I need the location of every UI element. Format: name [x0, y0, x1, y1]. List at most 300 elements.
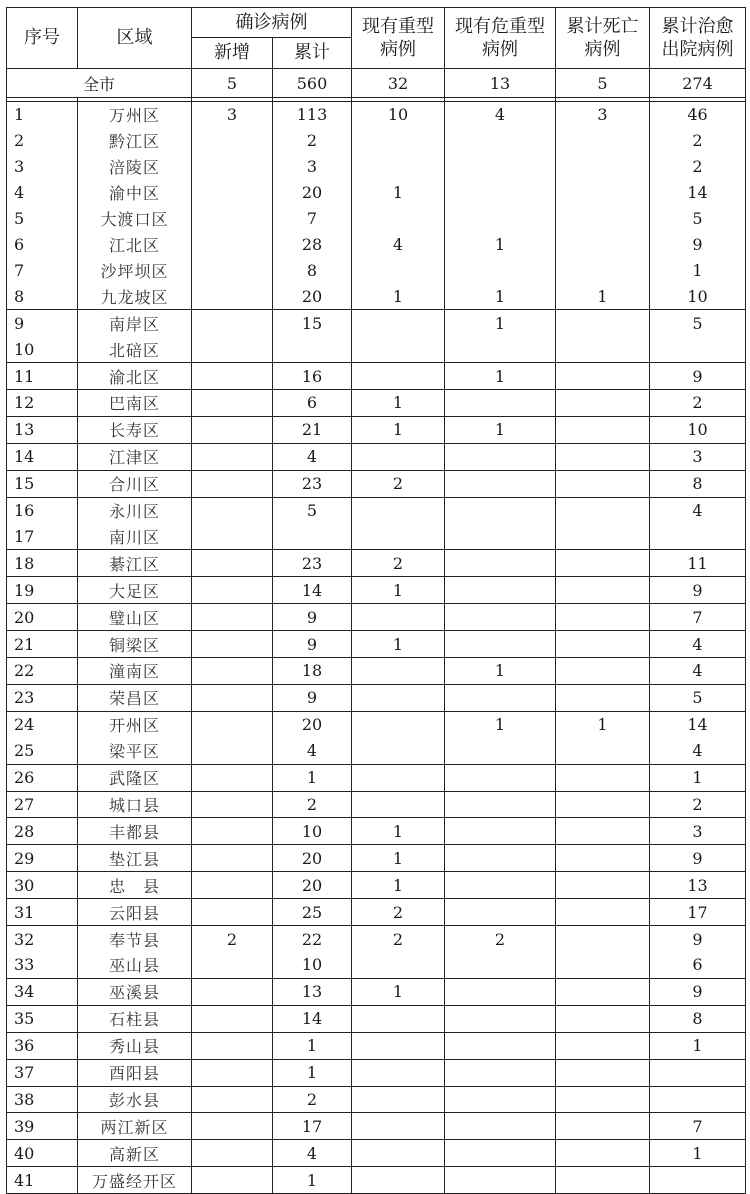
cell-new [192, 497, 273, 523]
cell-severe: 2 [352, 550, 445, 577]
cell-severe: 2 [352, 926, 445, 952]
cell-region: 石柱县 [78, 1005, 192, 1032]
cell-seq: 14 [7, 443, 78, 470]
cell-new [192, 872, 273, 899]
cell-severe [352, 497, 445, 523]
cell-region: 开州区 [78, 711, 192, 737]
cell-deaths [556, 470, 650, 497]
cell-region: 巫溪县 [78, 978, 192, 1005]
cell-recovered: 2 [650, 389, 746, 416]
cell-seq: 16 [7, 497, 78, 523]
cell-region: 武隆区 [78, 764, 192, 791]
table-row [7, 604, 746, 631]
cell-critical [445, 180, 556, 206]
cell-severe [352, 363, 445, 390]
cell-seq: 4 [7, 180, 78, 206]
cell-recovered [650, 524, 746, 550]
cell-critical [445, 497, 556, 523]
cell-seq: 17 [7, 524, 78, 550]
cell-new [192, 1140, 273, 1167]
cell-recovered: 4 [650, 497, 746, 523]
cell-cumulative: 17 [273, 1113, 352, 1140]
cell-region: 璧山区 [78, 604, 192, 631]
cell-deaths [556, 577, 650, 604]
cell-seq: 12 [7, 389, 78, 416]
cell-critical [445, 336, 556, 362]
cell-new [192, 899, 273, 926]
table-row [7, 926, 746, 952]
cell-severe [352, 154, 445, 180]
cell-cumulative: 1 [273, 1167, 352, 1194]
table-row [7, 416, 746, 443]
cell-new [192, 845, 273, 872]
cell-severe: 1 [352, 872, 445, 899]
cell-recovered: 8 [650, 470, 746, 497]
header-severe-line2: 病例 [380, 39, 416, 60]
cell-recovered: 6 [650, 952, 746, 978]
cell-seq: 24 [7, 711, 78, 737]
cell-critical [445, 1059, 556, 1086]
cell-severe [352, 206, 445, 232]
cell-deaths [556, 952, 650, 978]
cell-seq: 1 [7, 102, 78, 128]
cell-seq: 11 [7, 363, 78, 390]
cell-region: 铜梁区 [78, 631, 192, 658]
cell-deaths [556, 764, 650, 791]
cell-seq: 13 [7, 416, 78, 443]
cell-new [192, 764, 273, 791]
cell-seq: 39 [7, 1113, 78, 1140]
header-critical-line2: 病例 [482, 39, 518, 60]
cell-recovered: 2 [650, 154, 746, 180]
cell-seq: 7 [7, 257, 78, 283]
cell-new: 3 [192, 102, 273, 128]
cell-region: 万盛经开区 [78, 1167, 192, 1194]
header-cumulative: 累计 [273, 38, 352, 69]
cell-seq: 9 [7, 310, 78, 336]
cell-deaths [556, 631, 650, 658]
cell-severe [352, 684, 445, 711]
cell-cumulative: 10 [273, 818, 352, 845]
cell-cumulative: 23 [273, 550, 352, 577]
cell-deaths [556, 257, 650, 283]
table-row [7, 738, 746, 764]
cell-new [192, 524, 273, 550]
cell-seq: 8 [7, 283, 78, 309]
table-row [7, 711, 746, 737]
cell-severe [352, 524, 445, 550]
cell-cumulative: 13 [273, 978, 352, 1005]
cell-seq: 23 [7, 684, 78, 711]
cell-critical [445, 845, 556, 872]
cell-deaths [556, 658, 650, 685]
cell-region: 丰都县 [78, 818, 192, 845]
cell-deaths [556, 128, 650, 154]
cell-recovered: 9 [650, 978, 746, 1005]
cell-deaths [556, 1005, 650, 1032]
cell-severe [352, 128, 445, 154]
cell-severe [352, 1059, 445, 1086]
header-deaths-line1: 累计死亡 [566, 16, 639, 37]
cell-new [192, 310, 273, 336]
cell-severe: 1 [352, 180, 445, 206]
cell-deaths: 1 [556, 283, 650, 309]
cell-recovered: 10 [650, 416, 746, 443]
cell-seq: 19 [7, 577, 78, 604]
header-recovered-line1: 累计治愈 [661, 16, 734, 37]
cell-critical [445, 154, 556, 180]
cell-critical: 1 [445, 416, 556, 443]
cell-region: 綦江区 [78, 550, 192, 577]
cell-cumulative: 14 [273, 577, 352, 604]
cell-severe [352, 791, 445, 818]
cell-deaths [556, 1113, 650, 1140]
table-row [7, 102, 746, 128]
cell-new [192, 257, 273, 283]
cell-critical [445, 257, 556, 283]
cell-region: 彭水县 [78, 1086, 192, 1113]
cell-severe [352, 1086, 445, 1113]
cell-recovered: 17 [650, 899, 746, 926]
table-row [7, 818, 746, 845]
cell-deaths [556, 926, 650, 952]
cell-severe [352, 1140, 445, 1167]
cell-critical [445, 899, 556, 926]
cell-cumulative: 1 [273, 764, 352, 791]
table-row [7, 1167, 746, 1194]
cell-deaths [556, 310, 650, 336]
cell-region: 九龙坡区 [78, 283, 192, 309]
cell-recovered: 3 [650, 818, 746, 845]
cell-deaths [556, 604, 650, 631]
cell-seq: 21 [7, 631, 78, 658]
cell-recovered: 7 [650, 604, 746, 631]
cell-new [192, 577, 273, 604]
cell-recovered: 9 [650, 845, 746, 872]
total-severe: 32 [352, 69, 445, 98]
cell-seq: 33 [7, 952, 78, 978]
cell-critical: 1 [445, 711, 556, 737]
cell-recovered [650, 336, 746, 362]
table-row [7, 1113, 746, 1140]
cell-new [192, 550, 273, 577]
cell-seq: 35 [7, 1005, 78, 1032]
cell-critical [445, 550, 556, 577]
cell-region: 南川区 [78, 524, 192, 550]
cell-region: 梁平区 [78, 738, 192, 764]
cell-severe [352, 257, 445, 283]
header-region: 区域 [78, 8, 192, 69]
header-severe [352, 8, 445, 69]
cell-cumulative: 1 [273, 1059, 352, 1086]
cell-new [192, 363, 273, 390]
cell-deaths [556, 443, 650, 470]
cell-deaths [556, 1140, 650, 1167]
cell-critical [445, 389, 556, 416]
cell-seq: 28 [7, 818, 78, 845]
table-row [7, 952, 746, 978]
cell-deaths [556, 684, 650, 711]
cell-recovered: 13 [650, 872, 746, 899]
table-row [7, 1086, 746, 1113]
cell-region: 沙坪坝区 [78, 257, 192, 283]
cell-critical: 2 [445, 926, 556, 952]
table-row [7, 257, 746, 283]
cell-deaths [556, 336, 650, 362]
cell-recovered: 46 [650, 102, 746, 128]
cell-new [192, 154, 273, 180]
table-row [7, 154, 746, 180]
cell-recovered: 1 [650, 764, 746, 791]
cell-severe [352, 764, 445, 791]
cell-severe [352, 604, 445, 631]
cell-new [192, 1032, 273, 1059]
cell-recovered: 7 [650, 1113, 746, 1140]
cell-cumulative: 9 [273, 684, 352, 711]
cell-region: 大足区 [78, 577, 192, 604]
cell-cumulative: 14 [273, 1005, 352, 1032]
cell-region: 忠 县 [78, 872, 192, 899]
cell-recovered: 14 [650, 711, 746, 737]
table-row [7, 443, 746, 470]
table-header [7, 8, 746, 69]
cell-new [192, 818, 273, 845]
total-critical: 13 [445, 69, 556, 98]
cell-deaths [556, 1059, 650, 1086]
cell-cumulative: 18 [273, 658, 352, 685]
cell-seq: 25 [7, 738, 78, 764]
cell-region: 北碚区 [78, 336, 192, 362]
table-row [7, 180, 746, 206]
table-row [7, 845, 746, 872]
cell-cumulative: 15 [273, 310, 352, 336]
header-deaths [556, 8, 650, 69]
cell-cumulative: 20 [273, 872, 352, 899]
cell-cumulative: 7 [273, 206, 352, 232]
header-confirmed: 确诊病例 [192, 8, 352, 38]
table-row [7, 283, 746, 309]
table-row [7, 128, 746, 154]
table-row [7, 524, 746, 550]
cell-severe [352, 1005, 445, 1032]
cell-region: 垫江县 [78, 845, 192, 872]
cell-recovered: 8 [650, 1005, 746, 1032]
cell-critical [445, 206, 556, 232]
cell-critical [445, 1140, 556, 1167]
cell-new [192, 232, 273, 258]
cell-cumulative: 16 [273, 363, 352, 390]
cell-severe: 2 [352, 899, 445, 926]
table-row [7, 1032, 746, 1059]
cell-new [192, 206, 273, 232]
cell-cumulative: 20 [273, 180, 352, 206]
cell-region: 黔江区 [78, 128, 192, 154]
total-cumulative: 560 [273, 69, 352, 98]
cell-seq: 41 [7, 1167, 78, 1194]
cell-new [192, 443, 273, 470]
cell-seq: 22 [7, 658, 78, 685]
cell-deaths [556, 550, 650, 577]
cell-deaths [556, 738, 650, 764]
table-row [7, 363, 746, 390]
cell-seq: 26 [7, 764, 78, 791]
cell-severe [352, 952, 445, 978]
cell-seq: 36 [7, 1032, 78, 1059]
cell-new [192, 631, 273, 658]
cell-deaths: 1 [556, 711, 650, 737]
cell-seq: 27 [7, 791, 78, 818]
cell-recovered: 4 [650, 658, 746, 685]
cell-cumulative [273, 336, 352, 362]
header-severe-line1: 现有重型 [362, 16, 434, 37]
cell-severe: 2 [352, 470, 445, 497]
table-row [7, 550, 746, 577]
cell-critical: 4 [445, 102, 556, 128]
header-critical [445, 8, 556, 69]
case-statistics-table [6, 7, 746, 1194]
cell-seq: 15 [7, 470, 78, 497]
cell-deaths [556, 232, 650, 258]
cell-cumulative: 4 [273, 738, 352, 764]
cell-critical [445, 872, 556, 899]
cell-deaths [556, 154, 650, 180]
cell-seq: 10 [7, 336, 78, 362]
cell-deaths [556, 1086, 650, 1113]
cell-seq: 18 [7, 550, 78, 577]
cell-cumulative: 23 [273, 470, 352, 497]
cell-severe: 1 [352, 577, 445, 604]
cell-severe [352, 711, 445, 737]
cell-deaths [556, 416, 650, 443]
cell-region: 两江新区 [78, 1113, 192, 1140]
cell-cumulative: 10 [273, 952, 352, 978]
cell-region: 渝北区 [78, 363, 192, 390]
cell-seq: 32 [7, 926, 78, 952]
cell-recovered: 11 [650, 550, 746, 577]
cell-new [192, 738, 273, 764]
cell-cumulative: 22 [273, 926, 352, 952]
cell-seq: 6 [7, 232, 78, 258]
cell-region: 云阳县 [78, 899, 192, 926]
cell-deaths [556, 818, 650, 845]
cell-recovered: 1 [650, 1140, 746, 1167]
cell-cumulative: 113 [273, 102, 352, 128]
cell-critical [445, 791, 556, 818]
cell-severe [352, 443, 445, 470]
cell-critical [445, 684, 556, 711]
table-row [7, 1005, 746, 1032]
cell-seq: 29 [7, 845, 78, 872]
cell-cumulative: 8 [273, 257, 352, 283]
cell-seq: 5 [7, 206, 78, 232]
cell-severe: 10 [352, 102, 445, 128]
cell-new [192, 604, 273, 631]
cell-recovered: 2 [650, 128, 746, 154]
header-new: 新增 [192, 38, 273, 69]
cell-severe [352, 336, 445, 362]
cell-region: 永川区 [78, 497, 192, 523]
cell-critical: 1 [445, 310, 556, 336]
cell-critical [445, 738, 556, 764]
cell-severe: 1 [352, 845, 445, 872]
cell-severe: 1 [352, 283, 445, 309]
cell-region: 江北区 [78, 232, 192, 258]
cell-new [192, 1005, 273, 1032]
cell-region: 渝中区 [78, 180, 192, 206]
cell-recovered: 9 [650, 232, 746, 258]
cell-deaths [556, 1167, 650, 1194]
cell-deaths [556, 791, 650, 818]
cell-new [192, 978, 273, 1005]
cell-cumulative: 3 [273, 154, 352, 180]
table-row [7, 497, 746, 523]
cell-critical [445, 577, 556, 604]
table-row [7, 310, 746, 336]
table-row [7, 978, 746, 1005]
cell-seq: 3 [7, 154, 78, 180]
cell-cumulative: 9 [273, 631, 352, 658]
cell-region: 城口县 [78, 791, 192, 818]
cell-new [192, 416, 273, 443]
cell-recovered [650, 1059, 746, 1086]
cell-critical [445, 631, 556, 658]
cell-seq: 34 [7, 978, 78, 1005]
table-row [7, 470, 746, 497]
cell-new [192, 1167, 273, 1194]
cell-recovered: 9 [650, 363, 746, 390]
cell-seq: 37 [7, 1059, 78, 1086]
total-recovered: 274 [650, 69, 746, 98]
cell-region: 大渡口区 [78, 206, 192, 232]
cell-critical: 1 [445, 232, 556, 258]
cell-new [192, 283, 273, 309]
cell-cumulative: 20 [273, 845, 352, 872]
cell-new: 2 [192, 926, 273, 952]
total-row [7, 69, 746, 98]
header-deaths-line2: 病例 [584, 39, 621, 60]
table-row [7, 631, 746, 658]
total-new: 5 [192, 69, 273, 98]
cell-cumulative: 21 [273, 416, 352, 443]
cell-region: 巴南区 [78, 389, 192, 416]
header-recovered-line2: 出院病例 [661, 39, 734, 60]
cell-critical: 1 [445, 363, 556, 390]
cell-new [192, 658, 273, 685]
cell-critical: 1 [445, 658, 556, 685]
cell-recovered: 5 [650, 310, 746, 336]
cell-cumulative: 5 [273, 497, 352, 523]
cell-critical [445, 818, 556, 845]
cell-region: 奉节县 [78, 926, 192, 952]
cell-new [192, 711, 273, 737]
cell-region: 万州区 [78, 102, 192, 128]
cell-cumulative: 25 [273, 899, 352, 926]
cell-seq: 20 [7, 604, 78, 631]
cell-severe [352, 310, 445, 336]
table-row [7, 1059, 746, 1086]
cell-critical [445, 524, 556, 550]
cell-new [192, 128, 273, 154]
cell-severe [352, 1167, 445, 1194]
cell-cumulative: 2 [273, 128, 352, 154]
cell-deaths [556, 363, 650, 390]
cell-recovered: 2 [650, 791, 746, 818]
cell-critical [445, 1032, 556, 1059]
cell-region: 高新区 [78, 1140, 192, 1167]
table-row [7, 1140, 746, 1167]
total-deaths: 5 [556, 69, 650, 98]
cell-cumulative: 4 [273, 1140, 352, 1167]
